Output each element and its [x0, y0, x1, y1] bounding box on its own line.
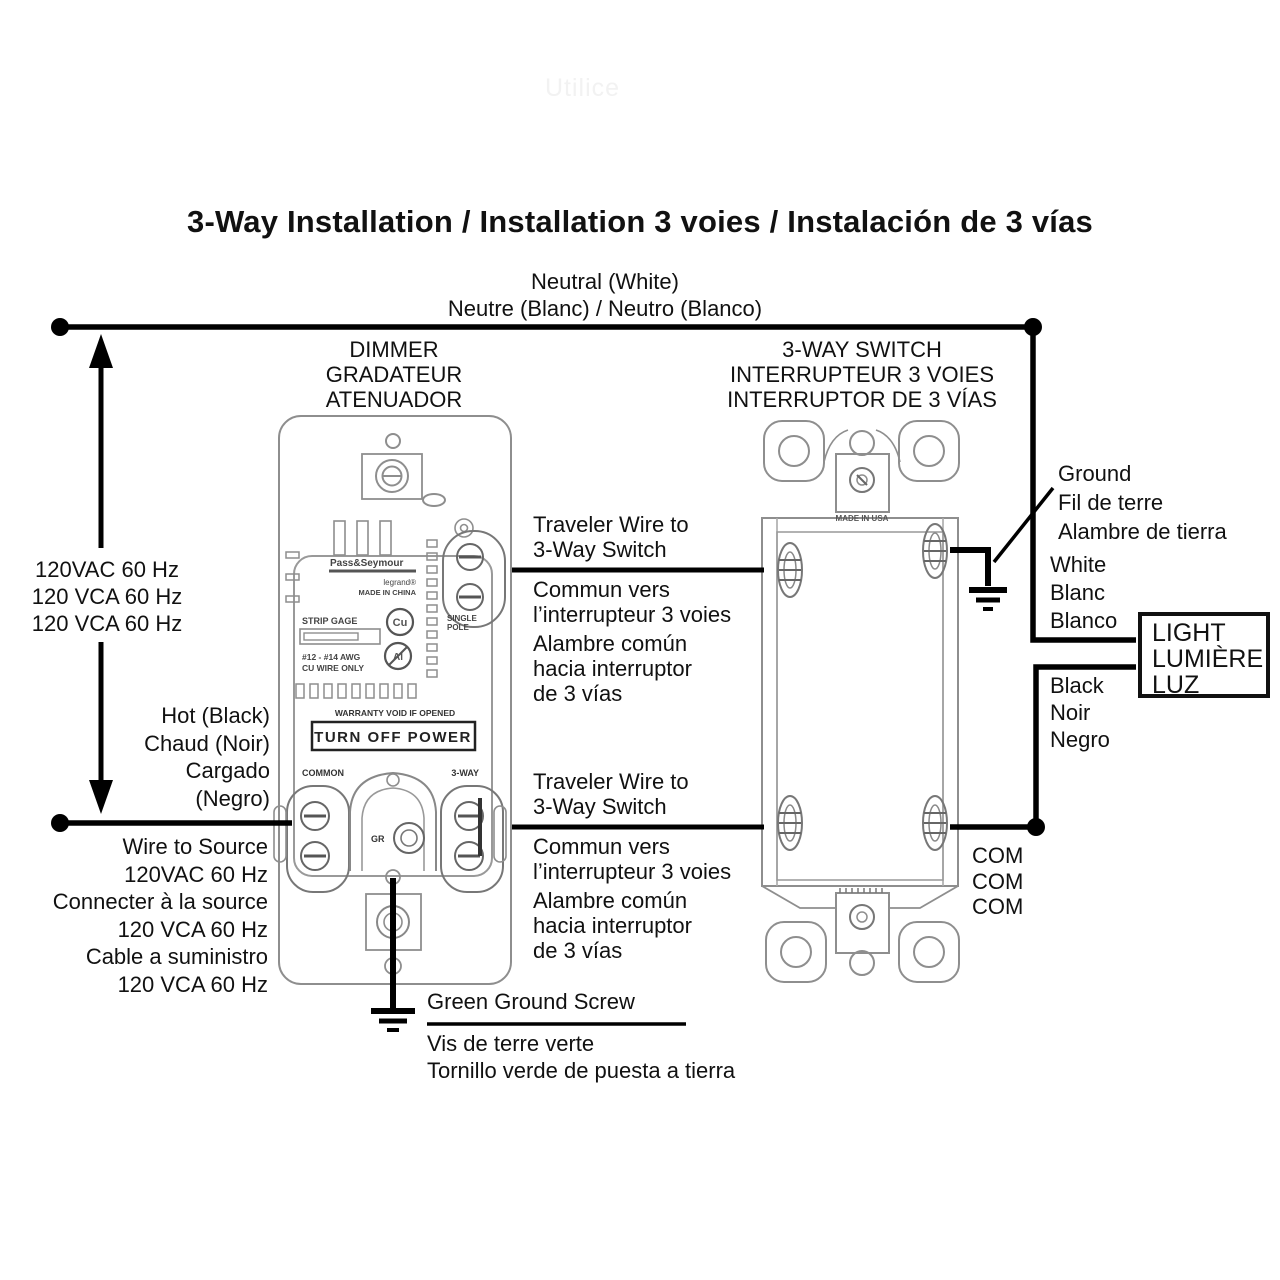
dimmer-title: DIMMER GRADATEUR ATENUADOR — [325, 337, 463, 412]
wire-spec-1: #12 - #14 AWG — [302, 652, 361, 662]
switch-title: 3-WAY SWITCH INTERRUPTEUR 3 VOIES INTERRUPTOR DE 3 VÍAS — [727, 337, 997, 412]
al-mark: Al — [393, 652, 403, 663]
traveler-2-label-fr: Commun vers l’interrupteur 3 voies — [533, 834, 732, 884]
strip-gage-label: STRIP GAGE — [302, 616, 358, 626]
single-pole-1: SINGLE — [447, 614, 477, 623]
watermark-text: Utilice — [545, 74, 621, 102]
white-wire-label: White Blanc Blanco — [1050, 552, 1118, 633]
gr-terminal-label: GR — [371, 834, 385, 844]
ground-leader-line — [994, 488, 1053, 562]
traveler-2-label-en: Traveler Wire to 3-Way Switch — [533, 769, 689, 819]
switch-device-drawing — [762, 421, 959, 982]
traveler-1-label-en: Traveler Wire to 3-Way Switch — [533, 512, 689, 562]
traveler-2-label-es: Alambre común hacia interruptor de 3 vías — [533, 888, 692, 963]
switch-terminals — [778, 524, 947, 850]
common-terminal-label: COMMON — [302, 768, 344, 778]
hot-wire-label: Hot (Black) Chaud (Noir) Cargado (Negro) — [144, 703, 270, 811]
wire-junction-dot — [51, 318, 69, 336]
black-wire-label: Black Noir Negro — [1050, 673, 1110, 752]
ground-label: Ground Fil de terre Alambre de tierra — [1058, 461, 1227, 544]
dimmer-device-text — [302, 558, 479, 844]
ground-screw-label-intl: Vis de terre verte Tornillo verde de puesta a tierra — [427, 1031, 736, 1083]
dimmer-brand2: legrand® — [383, 578, 416, 587]
switch-device-text — [836, 514, 889, 523]
ground-screw-label-en: Green Ground Screw — [427, 989, 635, 1014]
warranty-text: WARRANTY VOID IF OPENED — [334, 708, 456, 718]
arrowhead-up — [89, 334, 113, 368]
com-terminal-label: COM COM COM — [972, 843, 1024, 919]
wire-junction-dot — [51, 814, 69, 832]
traveler-1-label-es: Alambre común hacia interruptor de 3 vías — [533, 631, 692, 706]
wire-junction-dot — [1024, 318, 1042, 336]
dimmer-origin: MADE IN CHINA — [358, 588, 416, 597]
source-wire-label: Wire to Source 120VAC 60 Hz Connecter à la source 120 VCA 60 Hz Cable a suministro 120 VCA 60 Hz — [52, 834, 268, 997]
light-load-box: LIGHT LUMIÈRE LUZ — [1138, 612, 1270, 698]
switch-ground-wire — [950, 550, 988, 586]
wire-spec-2: CU WIRE ONLY — [302, 663, 365, 673]
page-title: 3-Way Installation / Installation 3 voies / Instalación de 3 vías — [187, 204, 1093, 239]
switch-origin: MADE IN USA — [835, 514, 889, 523]
turn-off-power-text: TURN OFF POWER — [314, 729, 472, 746]
traveler-1-label-fr: Commun vers l’interrupteur 3 voies — [533, 577, 732, 627]
cu-mark: Cu — [392, 617, 408, 629]
neutral-wire-label: Neutral (White) Neutre (Blanc) / Neutro (Blanco) — [447, 269, 763, 321]
wire-junction-dot — [1027, 818, 1045, 836]
voltage-label: 120VAC 60 Hz 120 VCA 60 Hz 120 VCA 60 Hz — [22, 556, 192, 637]
threeway-terminal-label: 3-WAY — [451, 768, 479, 778]
dimmer-brand: Pass&Seymour — [330, 558, 404, 569]
single-pole-2: POLE — [447, 623, 469, 632]
